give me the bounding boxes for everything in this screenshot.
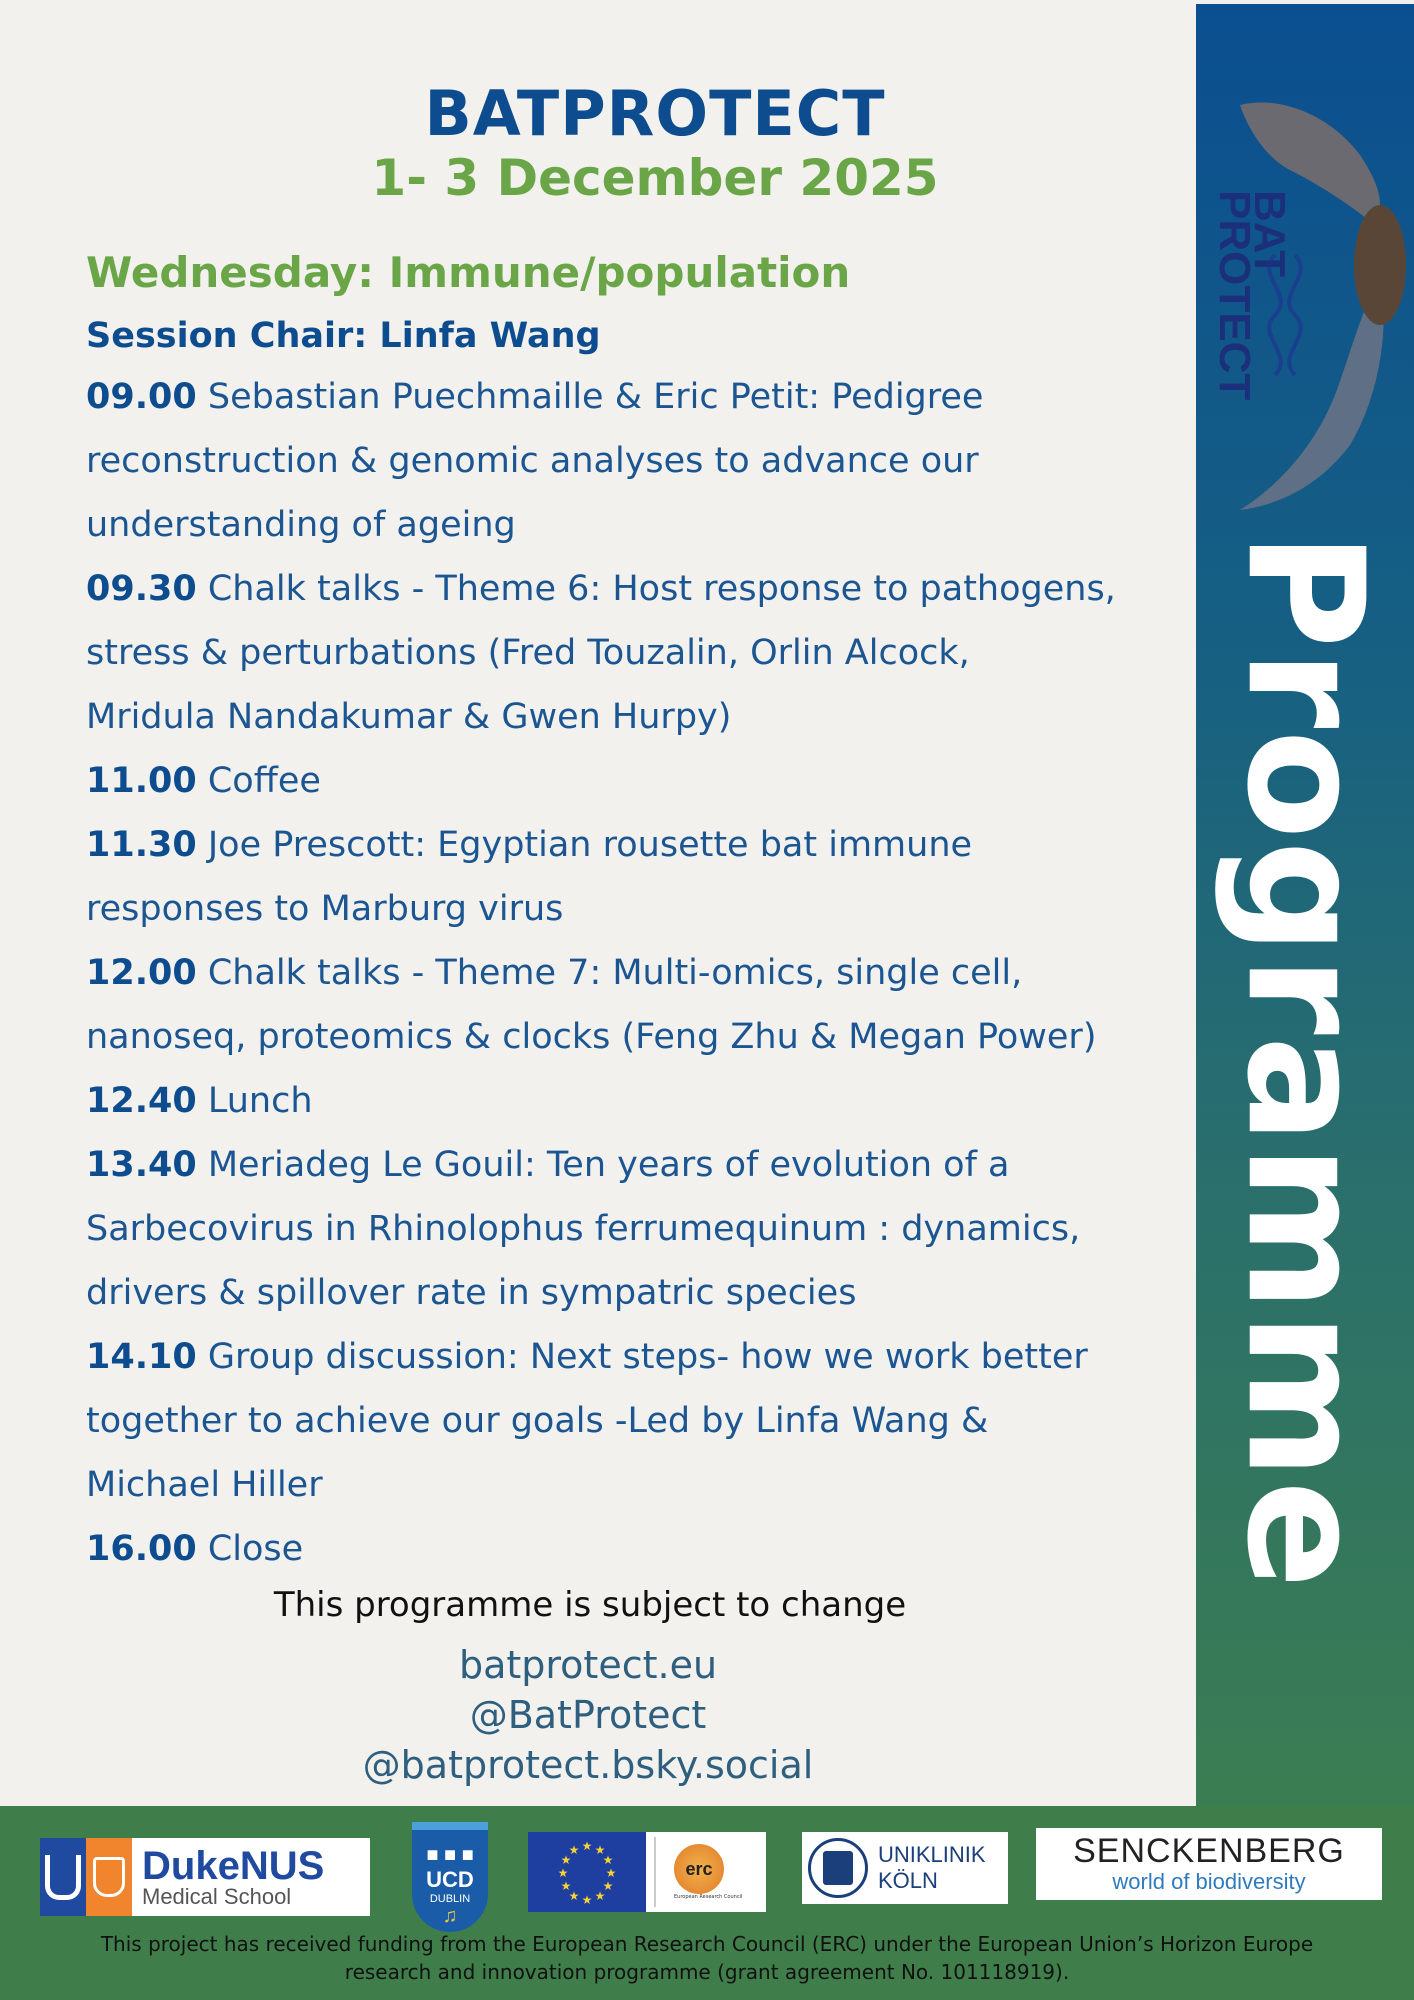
programme-item-line — [86, 1005, 1206, 1069]
programme-vertical-title — [1175, 530, 1414, 1590]
programme-item-line — [86, 1453, 1206, 1517]
eu-flag-icon — [528, 1832, 646, 1912]
item-text: Meriadeg Le Gouil: Ten years of evolution of a — [207, 1145, 1010, 1185]
item-time: 14.10 — [86, 1337, 197, 1377]
bat-wing-bottom — [1240, 275, 1384, 510]
logo-text-bat: BAT — [1245, 190, 1294, 278]
item-time: 11.30 — [86, 825, 197, 865]
funding-statement — [20, 1930, 1394, 1986]
programme-item-line — [86, 877, 1206, 941]
item-text: Joe Prescott: Egyptian rousette bat immune — [207, 825, 973, 865]
programme-item-line — [86, 557, 1206, 621]
svg-text:★: ★ — [560, 1853, 572, 1867]
item-text: Chalk talks - Theme 6: Host response to pathogens, — [207, 569, 1116, 609]
bsky-handle[interactable]: @batprotect.bsky.social — [362, 1743, 814, 1787]
links-block — [0, 1640, 1176, 1790]
item-text: stress & perturbations (Fred Touzalin, Orlin Alcock, — [86, 633, 970, 673]
ucd-logo: ■ ■ ■ UCD DUBLIN ♫ — [412, 1822, 488, 1932]
programme-item-line — [86, 1389, 1206, 1453]
header — [0, 78, 1310, 206]
item-text: Michael Hiller — [86, 1465, 323, 1505]
item-time: 13.40 — [86, 1145, 197, 1185]
logo-text-protect: PROTECT — [1210, 190, 1259, 401]
senckenberg-sub-text: world of biodiversity — [1112, 1869, 1306, 1894]
senckenberg-main-text: SENCKENBERG — [1073, 1832, 1345, 1870]
programme-item-line — [86, 429, 1206, 493]
programme-item-line — [86, 813, 1206, 877]
item-text: Sarbecovirus in Rhinolophus ferrumequinum : dynamics, — [86, 1209, 1081, 1249]
svg-text:★: ★ — [602, 1879, 614, 1893]
uniklinik-text-1: UNIKLINIK — [878, 1842, 986, 1867]
item-text: nanoseq, proteomics & clocks (Feng Zhu & Megan Power) — [86, 1017, 1097, 1057]
ucd-top-text: UCD — [426, 1867, 474, 1892]
programme-item-line — [86, 1517, 1206, 1581]
duke-main-text: DukeNUS — [142, 1844, 325, 1888]
website-link[interactable]: batprotect.eu — [458, 1643, 718, 1687]
session-chair: Session Chair: Linfa Wang — [86, 316, 601, 356]
programme-content — [86, 245, 1206, 1581]
item-text: Coffee — [207, 761, 321, 801]
svg-text:★: ★ — [581, 1893, 593, 1907]
svg-text:★: ★ — [557, 1866, 569, 1880]
social-handle[interactable]: @BatProtect — [469, 1693, 707, 1737]
harp-icon: ♫ — [442, 1905, 458, 1927]
change-note: This programme is subject to change — [273, 1585, 907, 1625]
programme-item-line — [86, 1197, 1206, 1261]
programme-list — [86, 365, 1206, 1581]
svg-text:★: ★ — [602, 1853, 614, 1867]
programme-item-line — [86, 621, 1206, 685]
programme-item-line — [86, 1261, 1206, 1325]
item-text: reconstruction & genomic analyses to advance our — [86, 441, 979, 481]
item-text: Chalk talks - Theme 7: Multi-omics, single cell, — [207, 953, 1023, 993]
programme-item-line — [86, 941, 1206, 1005]
erc-text: erc — [685, 1858, 713, 1879]
senckenberg-logo — [1036, 1828, 1382, 1900]
svg-text:★: ★ — [605, 1866, 617, 1880]
erc-caption: European Research Council — [674, 1894, 743, 1900]
nus-crest-icon — [86, 1838, 132, 1916]
erc-icon — [674, 1844, 724, 1894]
uniklinik-text-2: KÖLN — [878, 1868, 938, 1893]
bat-body — [1354, 205, 1406, 325]
item-text: drivers & spillover rate in sympatric species — [86, 1273, 857, 1313]
duke-sub-text: Medical School — [142, 1884, 292, 1909]
svg-text:★: ★ — [594, 1889, 606, 1903]
programme-item-line — [86, 1133, 1206, 1197]
dukenus-logo — [40, 1838, 370, 1916]
svg-text:★: ★ — [581, 1839, 593, 1853]
programme-word: Programme — [1211, 530, 1399, 1590]
programme-item-line — [86, 493, 1206, 557]
programme-item-line — [86, 1069, 1206, 1133]
item-time: 09.30 — [86, 569, 197, 609]
item-text: responses to Marburg virus — [86, 889, 564, 929]
item-text: Lunch — [207, 1081, 313, 1121]
item-time: 16.00 — [86, 1529, 197, 1569]
uniklinik-seal-icon — [808, 1838, 868, 1898]
item-text: Mridula Nandakumar & Gwen Hurpy) — [86, 697, 732, 737]
ucd-bottom-text: DUBLIN — [429, 1893, 471, 1905]
item-text: together to achieve our goals -Led by Linfa Wang & — [86, 1401, 989, 1441]
duke-shield-icon — [40, 1838, 86, 1916]
svg-text:★: ★ — [560, 1879, 572, 1893]
item-text: Group discussion: Next steps- how we work better — [207, 1337, 1088, 1377]
programme-item-line — [86, 1325, 1206, 1389]
funding-line-1: This project has received funding from the European Research Council (ERC) under the European Union’s Horizon Europe — [100, 1932, 1314, 1956]
eu-erc-logo — [528, 1832, 766, 1912]
svg-text:★: ★ — [568, 1843, 580, 1857]
item-text: Sebastian Puechmaille & Eric Petit: Pedigree — [207, 377, 984, 417]
uniklinik-logo — [802, 1832, 1008, 1904]
item-time: 12.40 — [86, 1081, 197, 1121]
item-text: understanding of ageing — [86, 505, 516, 545]
svg-text:★: ★ — [594, 1843, 606, 1857]
item-time: 09.00 — [86, 377, 197, 417]
programme-item-line — [86, 685, 1206, 749]
programme-item-line — [86, 365, 1206, 429]
svg-text:★: ★ — [568, 1889, 580, 1903]
event-dates: 1- 3 December 2025 — [371, 149, 939, 207]
day-title: Wednesday: Immune/population — [86, 248, 851, 297]
page-title: BATPROTECT — [424, 77, 886, 150]
item-time: 11.00 — [86, 761, 197, 801]
item-time: 12.00 — [86, 953, 197, 993]
item-text: Close — [207, 1529, 304, 1569]
programme-item-line — [86, 749, 1206, 813]
funding-line-2: research and innovation programme (grant agreement No. 101118919). — [344, 1960, 1070, 1984]
